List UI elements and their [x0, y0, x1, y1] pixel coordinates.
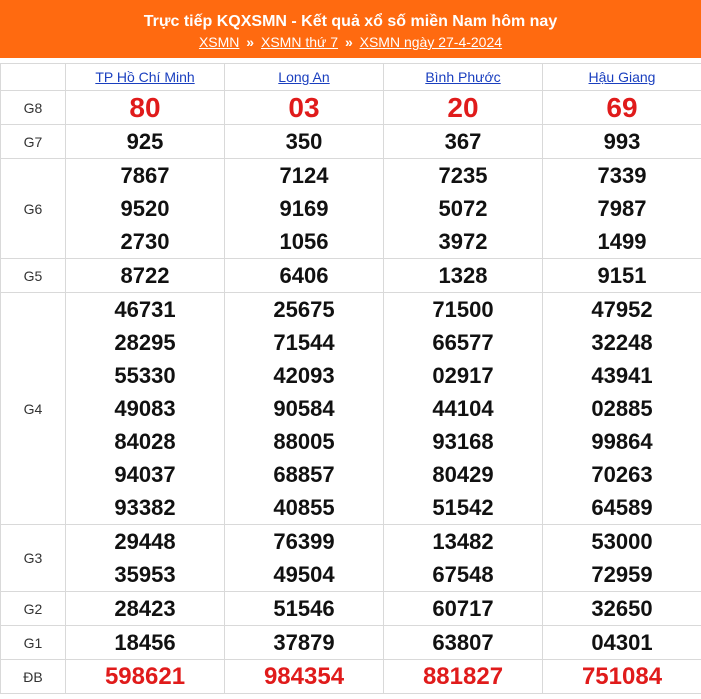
prize-row-g4 [1, 293, 701, 525]
prize-number: 71544 [273, 330, 335, 355]
prize-number: 90584 [273, 396, 335, 421]
prize-row-g2 [1, 592, 701, 626]
prize-number: 46731 [114, 297, 176, 322]
prize-cell [66, 592, 225, 626]
prize-number: 68857 [273, 462, 335, 487]
prize-number: 7867 [120, 163, 170, 188]
prize-number: 55330 [114, 363, 176, 388]
prize-label: G3 [1, 525, 66, 592]
prize-cell [225, 660, 384, 694]
prize-cell [543, 525, 701, 592]
prize-cell [384, 159, 543, 259]
prize-row-db [1, 660, 701, 694]
prize-number: 80 [129, 92, 161, 123]
breadcrumb-xsmn-thu-7[interactable]: XSMN thứ 7 [260, 34, 339, 50]
prize-number: 35953 [114, 562, 176, 587]
prize-number: 367 [444, 129, 482, 154]
province-link-hau-giang[interactable]: Hậu Giang [588, 69, 656, 85]
prize-number: 1056 [279, 229, 329, 254]
prize-label: G6 [1, 159, 66, 259]
prize-row-g3 [1, 525, 701, 592]
prize-cell [543, 293, 701, 525]
prize-number: 99864 [591, 429, 653, 454]
prize-number: 03 [288, 92, 320, 123]
prize-row-g6 [1, 159, 701, 259]
prize-cell [543, 125, 701, 159]
prize-number: 70263 [591, 462, 653, 487]
prize-number: 51542 [432, 495, 494, 520]
prize-number: 94037 [114, 462, 176, 487]
province-column [384, 64, 543, 91]
prize-cell [384, 660, 543, 694]
prize-number: 32248 [591, 330, 653, 355]
prize-number: 9169 [279, 196, 329, 221]
prize-number: 02885 [591, 396, 653, 421]
prize-cell [384, 125, 543, 159]
prize-cell [543, 592, 701, 626]
prize-number: 598621 [104, 663, 186, 690]
province-column [543, 64, 701, 91]
prize-cell [66, 626, 225, 660]
prize-number: 69 [606, 92, 638, 123]
prize-cell [384, 592, 543, 626]
prize-cell [384, 626, 543, 660]
prize-number: 40855 [273, 495, 335, 520]
prize-label: G4 [1, 293, 66, 525]
prize-number: 04301 [591, 630, 653, 655]
prize-number: 7987 [597, 196, 647, 221]
prize-number: 76399 [273, 529, 335, 554]
prize-cell [225, 259, 384, 293]
prize-number: 25675 [273, 297, 335, 322]
prize-number: 984354 [263, 663, 345, 690]
prize-number: 9151 [597, 263, 647, 288]
prize-number: 7339 [597, 163, 647, 188]
prize-cell [543, 660, 701, 694]
prize-number: 1499 [597, 229, 647, 254]
prize-cell [66, 259, 225, 293]
prize-cell [66, 293, 225, 525]
prize-label: G7 [1, 125, 66, 159]
prize-number: 42093 [273, 363, 335, 388]
prize-number: 93382 [114, 495, 176, 520]
prize-label: G5 [1, 259, 66, 293]
results-table [0, 63, 701, 694]
prize-number: 49504 [273, 562, 335, 587]
header-empty-cell [1, 64, 66, 91]
province-link-long-an[interactable]: Long An [278, 69, 330, 85]
prize-cell [225, 626, 384, 660]
prize-number: 881827 [422, 663, 504, 690]
prize-cell [66, 159, 225, 259]
prize-row-g5 [1, 259, 701, 293]
prize-rows [1, 91, 701, 694]
prize-cell [66, 125, 225, 159]
prize-label: G1 [1, 626, 66, 660]
prize-number: 64589 [591, 495, 653, 520]
prize-number: 7235 [438, 163, 488, 188]
prize-cell [66, 91, 225, 125]
prize-number: 350 [285, 129, 323, 154]
prize-label: G2 [1, 592, 66, 626]
prize-cell [543, 626, 701, 660]
breadcrumb-separator: » [246, 34, 255, 50]
province-link-tp-ho-chi-minh[interactable]: TP Hồ Chí Minh [95, 69, 195, 85]
prize-number: 84028 [114, 429, 176, 454]
prize-number: 43941 [591, 363, 653, 388]
breadcrumb-xsmn-date[interactable]: XSMN ngày 27-4-2024 [359, 34, 503, 50]
prize-cell [225, 159, 384, 259]
prize-row-g8 [1, 91, 701, 125]
prize-number: 02917 [432, 363, 494, 388]
prize-number: 993 [603, 129, 641, 154]
prize-cell [225, 125, 384, 159]
prize-cell [66, 660, 225, 694]
prize-cell [225, 592, 384, 626]
prize-number: 47952 [591, 297, 653, 322]
prize-number: 60717 [432, 596, 494, 621]
prize-number: 32650 [591, 596, 653, 621]
breadcrumb [0, 33, 701, 51]
prize-number: 3972 [438, 229, 488, 254]
breadcrumb-separator: » [344, 34, 353, 50]
prize-number: 2730 [120, 229, 170, 254]
prize-number: 1328 [438, 263, 488, 288]
prize-number: 44104 [432, 396, 494, 421]
prize-cell [66, 525, 225, 592]
prize-number: 8722 [120, 263, 170, 288]
prize-number: 67548 [432, 562, 494, 587]
prize-cell [225, 293, 384, 525]
page-title: Trực tiếp KQXSMN - Kết quả xổ số miền Nam hôm nay [143, 13, 558, 30]
prize-number: 20 [447, 92, 479, 123]
prize-label: G8 [1, 91, 66, 125]
prize-number: 7124 [279, 163, 329, 188]
prize-cell [384, 293, 543, 525]
prize-number: 29448 [114, 529, 176, 554]
prize-number: 66577 [432, 330, 494, 355]
prize-cell [225, 91, 384, 125]
prize-number: 6406 [279, 263, 329, 288]
prize-number: 93168 [432, 429, 494, 454]
prize-cell [384, 525, 543, 592]
page-header [0, 0, 701, 58]
prize-number: 925 [126, 129, 164, 154]
prize-row-g1 [1, 626, 701, 660]
prize-number: 37879 [273, 630, 335, 655]
prize-number: 751084 [581, 663, 663, 690]
prize-number: 80429 [432, 462, 494, 487]
prize-cell [543, 159, 701, 259]
prize-number: 71500 [432, 297, 494, 322]
prize-number: 28295 [114, 330, 176, 355]
prize-cell [543, 91, 701, 125]
prize-number: 88005 [273, 429, 335, 454]
prize-cell [384, 259, 543, 293]
prize-number: 51546 [273, 596, 335, 621]
prize-number: 49083 [114, 396, 176, 421]
province-column [66, 64, 225, 91]
prize-row-g7 [1, 125, 701, 159]
prize-cell [543, 259, 701, 293]
prize-label: ĐB [1, 660, 66, 694]
province-header-row [1, 64, 701, 91]
prize-number: 9520 [120, 196, 170, 221]
prize-number: 53000 [591, 529, 653, 554]
breadcrumb-xsmn[interactable]: XSMN [198, 34, 240, 50]
prize-number: 18456 [114, 630, 176, 655]
prize-number: 63807 [432, 630, 494, 655]
prize-number: 72959 [591, 562, 653, 587]
province-link-binh-phuoc[interactable]: Bình Phước [425, 69, 501, 85]
prize-cell [225, 525, 384, 592]
province-column [225, 64, 384, 91]
prize-number: 28423 [114, 596, 176, 621]
prize-cell [384, 91, 543, 125]
prize-number: 5072 [438, 196, 488, 221]
prize-number: 13482 [432, 529, 494, 554]
